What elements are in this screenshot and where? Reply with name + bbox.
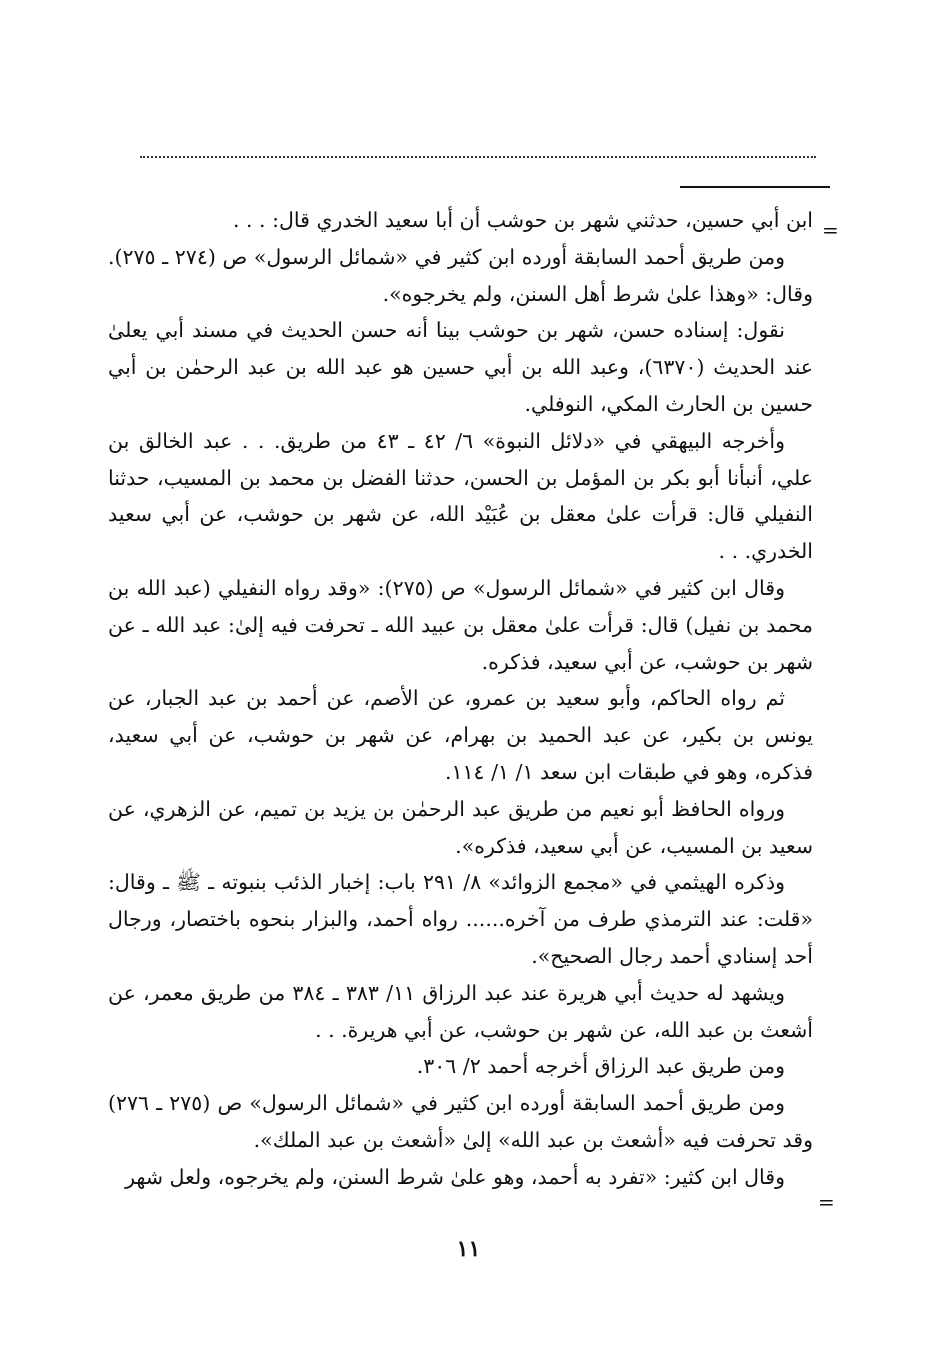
paragraph: وأخرجه البيهقي في «دلائل النبوة» ٦/ ٤٢ ـ ٤٣ من طريق. . . عبد الخالق بن علي، أنبأنا أبو بكر بن المؤمل بن الحسن، حدثنا الفضل بن محمد بن المسيب، حدثنا النفيلي قال: قرأت علىٰ معقل بن عُبَيْد الله، عن شهر بن حوشب، عن أبي سعيد الخدري. . . bbox=[108, 428, 813, 564]
paragraph: ومن طريق أحمد السابقة أورده ابن كثير في «شمائل الرسول» ص (٢٧٥ ـ ٢٧٦) وقد تحرفت فيه «أشعث بن عبد الله» إلىٰ «أشعث بن عبد الملك». bbox=[108, 1091, 813, 1152]
continuation-marker-top: = bbox=[822, 218, 839, 242]
paragraph: ورواه الحافظ أبو نعيم من طريق عبد الرحمٰن بن يزيد بن تميم، عن الزهري، عن سعيد بن المسيب، عن أبي سعيد، فذكره». bbox=[108, 796, 813, 858]
dotted-separator bbox=[140, 156, 816, 158]
continuation-marker-bottom: = bbox=[818, 1190, 835, 1214]
paragraph: ومن طريق أحمد السابقة أورده ابن كثير في «شمائل الرسول» ص (٢٧٤ ـ ٢٧٥). وقال: «وهذا علىٰ شرط أهل السنن، ولم يخرجوه». bbox=[108, 244, 813, 306]
page-number: ١١ bbox=[456, 1236, 481, 1262]
paragraph: ويشهد له حديث أبي هريرة عند عبد الرزاق ١١/ ٣٨٣ ـ ٣٨٤ من طريق معمر، عن أشعث بن عبد الله، عن شهر بن حوشب، عن أبي هريرة. . . bbox=[108, 980, 813, 1042]
paragraph: وقال ابن كثير: «تفرد به أحمد، وهو علىٰ شرط السنن، ولم يخرجوه، ولعل شهر bbox=[125, 1164, 785, 1189]
footnote-text bbox=[108, 202, 813, 1196]
paragraph: وذكره الهيثمي في «مجمع الزوائد» ٨/ ٢٩١ باب: إخبار الذئب بنبوته ـ ﷺ ـ وقال: «قلت: عند الترمذي طرف من آخره...... رواه أحمد، والبزار بنحوه باختصار، ورجال أحد إسنادي أحمد رجال الصحيح». bbox=[108, 870, 813, 968]
paragraph: ومن طريق عبد الرزاق أخرجه أحمد ٢/ ٣٠٦. bbox=[416, 1054, 785, 1079]
paragraph: ابن أبي حسين، حدثني شهر بن حوشب أن أبا سعيد الخدري قال: . . . bbox=[232, 208, 813, 232]
paragraph: وقال ابن كثير في «شمائل الرسول» ص (٢٧٥): «وقد رواه النفيلي (عبد الله بن محمد بن نفيل) قال: قرأت علىٰ معقل بن عبيد الله ـ تحرفت فيه إلىٰ: عبد الله ـ عن شهر بن حوشب، عن أبي سعيد، فذكره. bbox=[108, 575, 813, 674]
footnote-rule bbox=[680, 186, 830, 188]
paragraph: ثم رواه الحاكم، وأبو سعيد بن عمرو، عن الأصم، عن أحمد بن عبد الجبار، عن يونس بن بكير، عن عبد الحميد بن بهرام، عن شهر بن حوشب، عن أبي سعيد، فذكره، وهو في طبقات ابن سعد ١/ ١/ ١١٤. bbox=[108, 686, 813, 784]
paragraph: نقول: إسناده حسن، شهر بن حوشب بينا أنه حسن الحديث في مسند أبي يعلىٰ عند الحديث (٦٣٧٠)، وعبد الله بن أبي حسين هو عبد الله بن عبد الرحمٰن بن أبي حسين بن الحارث المكي، النوفلي. bbox=[108, 318, 813, 416]
